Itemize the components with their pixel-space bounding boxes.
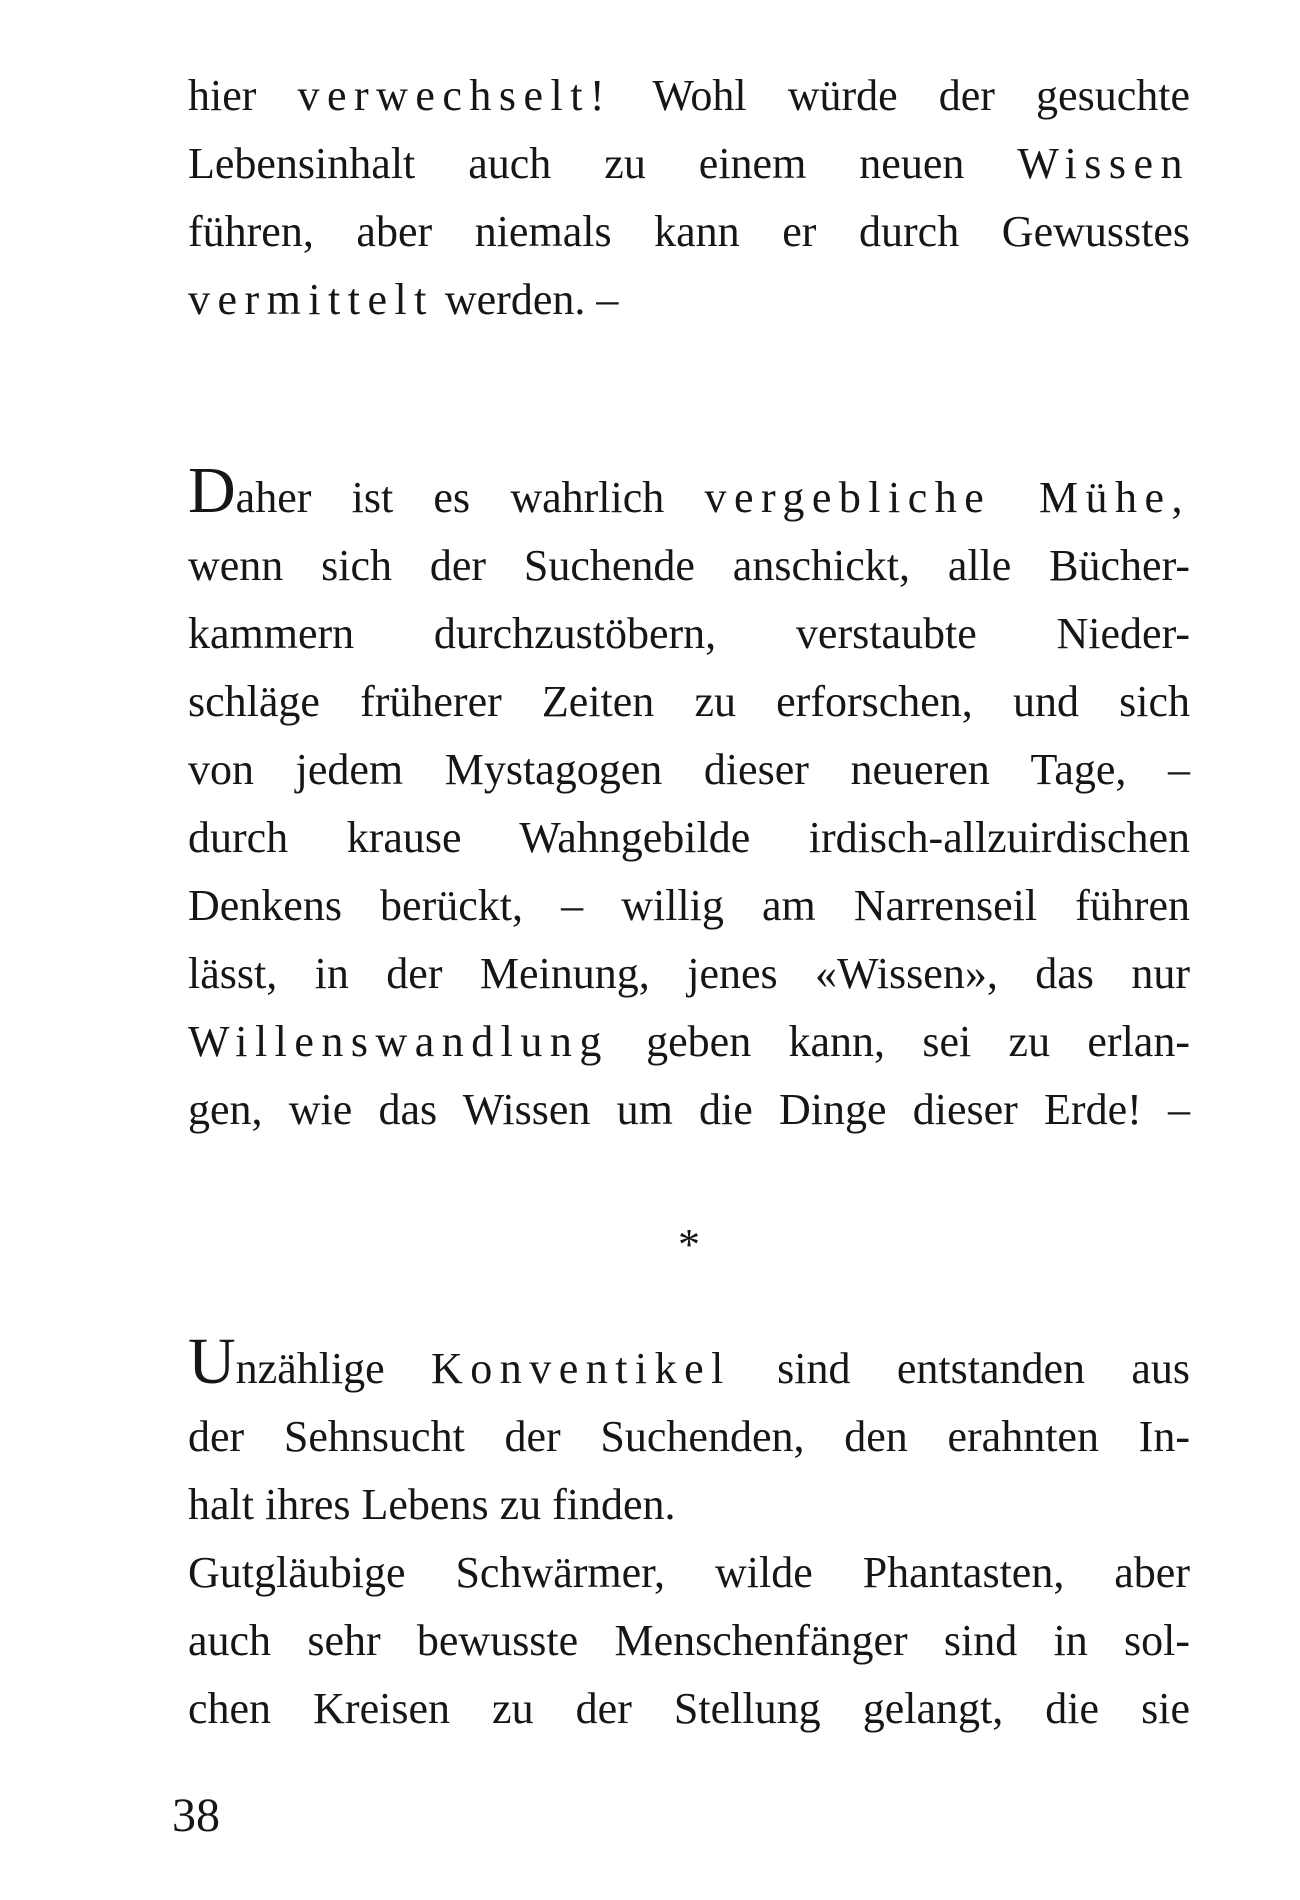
text-run: gen, wie das Wissen um die Dinge dieser Erde! – (188, 1085, 1190, 1134)
initial-cap: D (188, 454, 236, 527)
text-run: wenn sich der Suchende anschickt, alle Bücher- (188, 541, 1190, 590)
text-line (188, 1539, 1190, 1607)
text-line (188, 1675, 1190, 1743)
text-line (188, 1607, 1190, 1675)
text-run: von jedem Mystagogen dieser neueren Tage, – (188, 745, 1190, 794)
text-line (188, 198, 1190, 266)
text-run: lässt, in der Meinung, jenes «Wissen», das nur (188, 949, 1190, 998)
text-line (188, 872, 1190, 940)
text-line (188, 454, 1190, 532)
text-line (188, 62, 1190, 130)
text-run: werden. – (433, 275, 619, 324)
page-number: 38 (172, 1789, 220, 1842)
text-line (188, 736, 1190, 804)
letterspaced-text: verwechselt! (297, 71, 613, 120)
text-run: chen Kreisen zu der Stellung gelangt, die sie (188, 1684, 1190, 1733)
text-line (188, 1325, 1190, 1403)
letterspaced-text: Willenswandlung (188, 1017, 609, 1066)
text-run: durch krause Wahngebilde irdisch-allzuirdischen (188, 813, 1190, 862)
text-line (188, 1403, 1190, 1471)
text-line (188, 532, 1190, 600)
initial-cap: U (188, 1325, 236, 1398)
letterspaced-text: vermittelt (188, 275, 434, 324)
letterspaced-text: Konventikel (431, 1344, 731, 1393)
text-run: kammern durchzustöbern, verstaubte Nieder- (188, 609, 1190, 658)
text-run: schläge früherer Zeiten zu erforschen, und sich (188, 677, 1190, 726)
text-run: führen, aber niemals kann er durch Gewusstes (188, 207, 1190, 256)
text-line (188, 266, 1190, 334)
text-line (188, 1008, 1190, 1076)
text-run: aher ist es wahrlich (235, 473, 705, 522)
text-run: der Sehnsucht der Suchenden, den erahnten In- (188, 1412, 1190, 1461)
text-run: hier (188, 71, 298, 120)
text-run: halt ihres Lebens zu finden. (188, 1480, 676, 1529)
section-separator-asterisk: * (678, 1220, 700, 1269)
text-run: Denkens berückt, – willig am Narrenseil führen (188, 881, 1190, 930)
text-run: sind entstanden aus (730, 1344, 1190, 1393)
text-line (188, 804, 1190, 872)
letterspaced-text: Wissen (1017, 139, 1190, 188)
text-line (188, 1471, 1190, 1539)
paragraph (188, 62, 1190, 334)
text-run: geben kann, sei zu erlan- (608, 1017, 1190, 1066)
text-run: Gutgläubige Schwärmer, wilde Phantasten, aber (188, 1548, 1190, 1597)
text-line (188, 600, 1190, 668)
text-line (188, 130, 1190, 198)
text-run: Lebensinhalt auch zu einem neuen (188, 139, 1018, 188)
text-line (188, 1076, 1190, 1144)
text-run: Wohl würde der gesuchte (612, 71, 1190, 120)
letterspaced-text: vergebliche Mühe, (704, 473, 1190, 522)
text-line (188, 668, 1190, 736)
paragraph (188, 1325, 1190, 1743)
text-run: auch sehr bewusste Menschenfänger sind in sol- (188, 1616, 1190, 1665)
paragraph (188, 454, 1190, 1144)
text-line (188, 940, 1190, 1008)
text-run: nzählige (235, 1344, 432, 1393)
